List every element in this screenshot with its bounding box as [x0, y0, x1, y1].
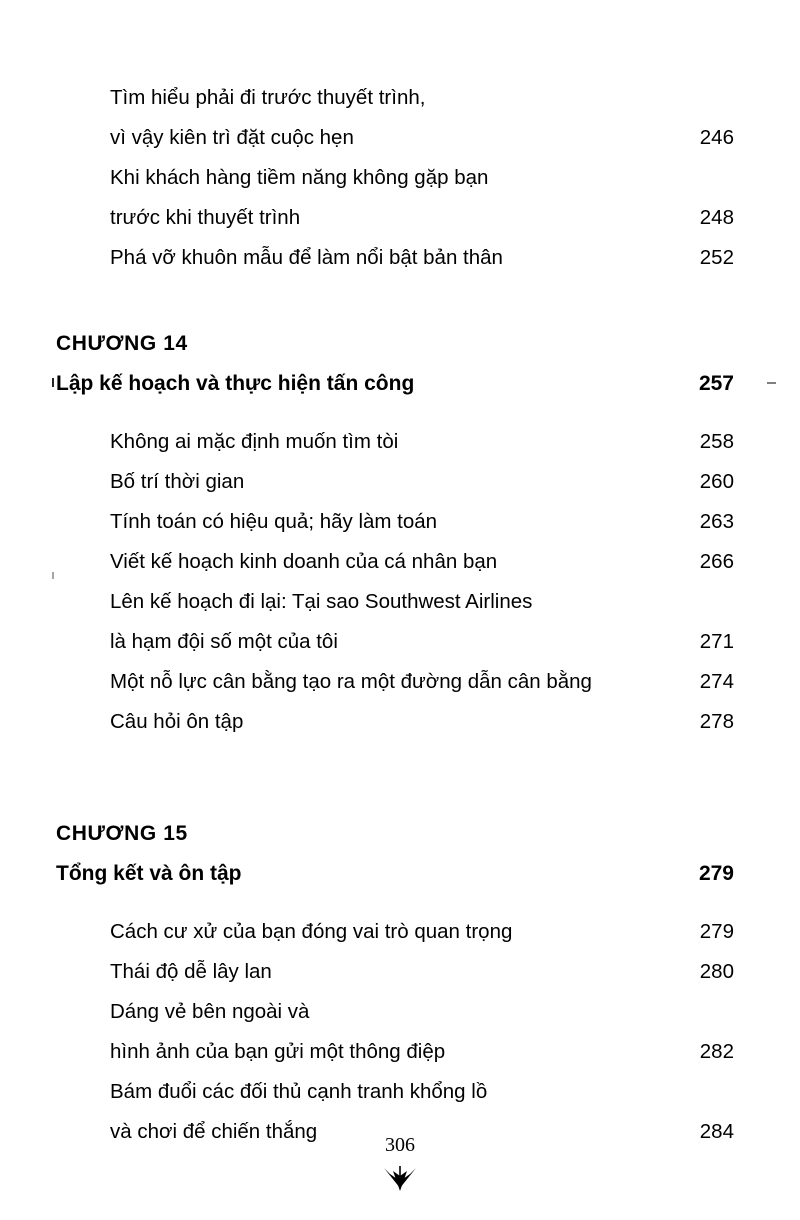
- toc-entry-line2: là hạm đội số một của tôi: [110, 630, 338, 653]
- toc-entry-line1: Lên kế hoạch đi lại: Tại sao Southwest Airlines: [110, 590, 533, 613]
- toc-entry[interactable]: [56, 158, 738, 238]
- toc-entry-title: Câu hỏi ôn tập: [110, 710, 244, 733]
- toc-entry-title: Một nỗ lực cân bằng tạo ra một đường dẫn cân bằng: [110, 670, 592, 693]
- toc-entry-page: 279: [699, 920, 734, 943]
- toc-entry-page: 248: [699, 206, 734, 229]
- toc-entry-title: Cách cư xử của bạn đóng vai trò quan trọng: [110, 920, 513, 943]
- toc-entry-page: 266: [699, 550, 734, 573]
- page-footer: [0, 1132, 800, 1194]
- toc-entry-line2: trước khi thuyết trình: [110, 206, 301, 229]
- toc-entry-line1: Dáng vẻ bên ngoài và: [110, 1000, 310, 1023]
- chapter-label: CHƯƠNG 14: [56, 332, 188, 355]
- page-number: 306: [385, 1134, 415, 1156]
- toc-entry-page: 278: [699, 710, 734, 733]
- chapter-title-row[interactable]: [56, 854, 738, 894]
- toc-entry-title: Phá vỡ khuôn mẫu để làm nổi bật bản thân: [110, 246, 503, 269]
- toc-entry[interactable]: [56, 662, 738, 702]
- toc-entry-line1: Bám đuổi các đối thủ cạnh tranh khổng lồ: [110, 1080, 488, 1103]
- chapter-page: 279: [698, 862, 734, 885]
- toc-entry-page: 263: [699, 510, 734, 533]
- toc-entry-line2: hình ảnh của bạn gửi một thông điệp: [110, 1040, 446, 1063]
- toc-entry-page: 271: [699, 630, 734, 653]
- toc-entry-line1: Tìm hiểu phải đi trước thuyết trình,: [110, 86, 426, 109]
- page-tick-mark-left: [52, 378, 54, 387]
- toc-entry[interactable]: [56, 238, 738, 278]
- chapter-title: Lập kế hoạch và thực hiện tấn công: [56, 372, 415, 395]
- toc-entry-page: 258: [699, 430, 734, 453]
- chapter-title: Tổng kết và ôn tập: [56, 862, 242, 885]
- spacer: [56, 278, 738, 324]
- toc-entry-title: Thái độ dễ lây lan: [110, 960, 272, 983]
- toc-entry[interactable]: [56, 462, 738, 502]
- toc-entry-title: Bố trí thời gian: [110, 470, 245, 493]
- toc-entry[interactable]: [56, 542, 738, 582]
- toc-entry[interactable]: [56, 422, 738, 462]
- toc-entry-title: Không ai mặc định muốn tìm tòi: [110, 430, 399, 453]
- chapter-page: 257: [698, 372, 734, 395]
- toc-entry-page: 260: [699, 470, 734, 493]
- toc-entry[interactable]: [56, 502, 738, 542]
- toc-entry-page: 274: [699, 670, 734, 693]
- toc-entry-line1: Khi khách hàng tiềm năng không gặp bạn: [110, 166, 489, 189]
- toc-entry[interactable]: [56, 952, 738, 992]
- toc-entry-page: 284: [699, 1120, 734, 1143]
- page-tick-mark-right: [767, 382, 776, 384]
- toc-entry-title: Tính toán có hiệu quả; hãy làm toán: [110, 510, 438, 533]
- toc-entry-page: 280: [699, 960, 734, 983]
- toc-entry-page: 246: [699, 126, 734, 149]
- toc-entry-line2: và chơi để chiến thắng: [110, 1120, 318, 1143]
- toc-entry-page: 282: [699, 1040, 734, 1063]
- toc-entry[interactable]: [56, 582, 738, 662]
- arrow-ornament-icon: [0, 1160, 800, 1194]
- toc-entry[interactable]: [56, 992, 738, 1072]
- page-tick-mark-mid: [52, 572, 54, 579]
- chapter-title-row[interactable]: [56, 364, 738, 404]
- spacer: [56, 742, 738, 814]
- toc-entry-title: Viết kế hoạch kinh doanh của cá nhân bạn: [110, 550, 498, 573]
- spacer: [56, 894, 738, 912]
- toc-entry[interactable]: [56, 912, 738, 952]
- spacer: [56, 404, 738, 422]
- toc-entry[interactable]: [56, 702, 738, 742]
- toc-entry[interactable]: [56, 78, 738, 158]
- chapter-label: CHƯƠNG 15: [56, 822, 188, 845]
- table-of-contents: [56, 78, 738, 1152]
- toc-entry-line2: vì vậy kiên trì đặt cuộc hẹn: [110, 126, 354, 149]
- toc-entry-page: 252: [699, 246, 734, 269]
